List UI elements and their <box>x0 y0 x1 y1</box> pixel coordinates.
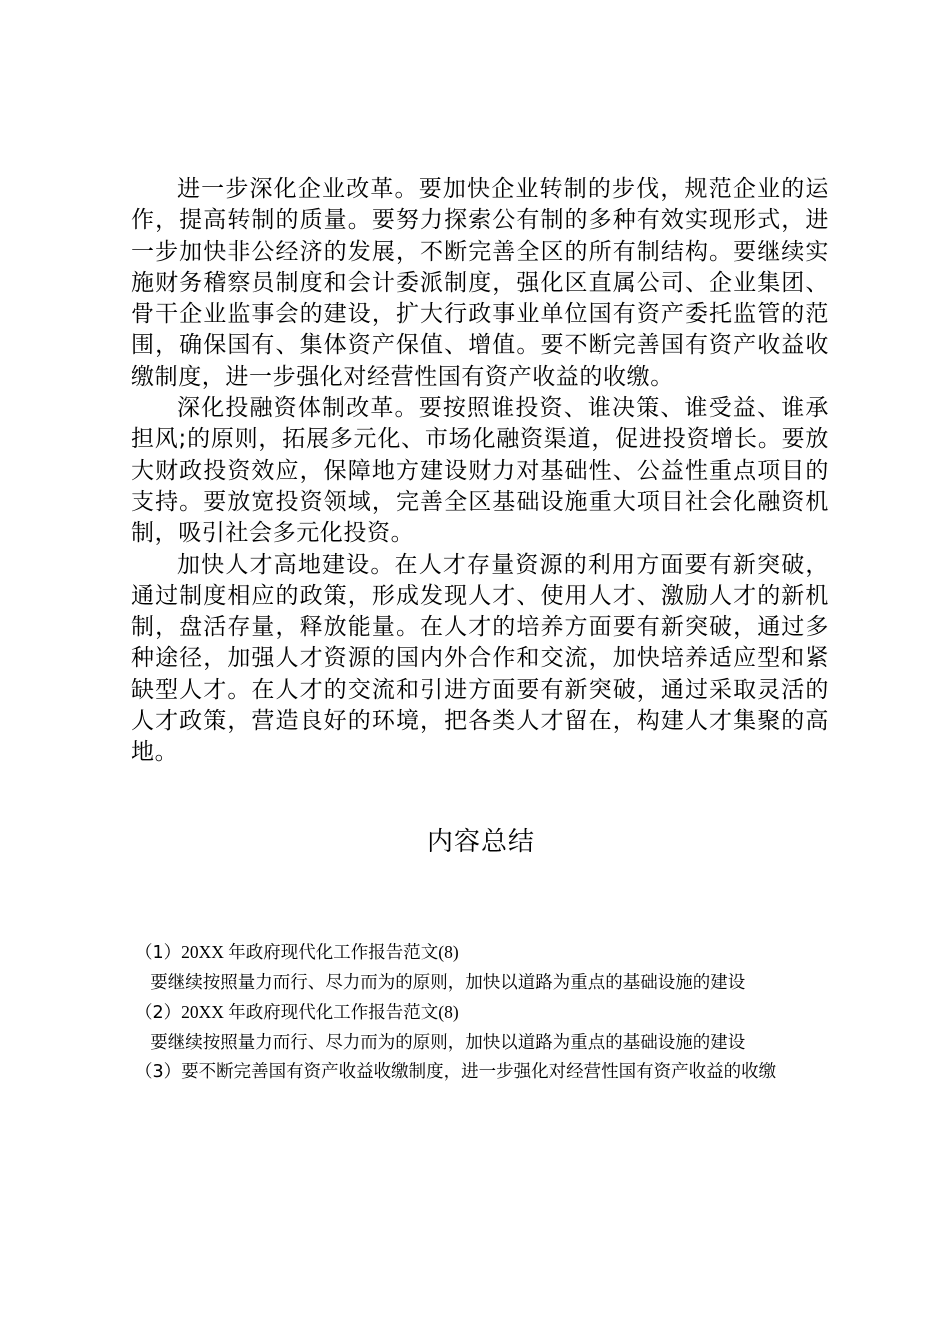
paragraph-talent-highland: 加快人才高地建设。在人才存量资源的利用方面要有新突破，通过制度相应的政策，形成发现人才、使用人才、激励人才的新机制，盘活存量，释放能量。在人才的培养方面要有新突破，通过多种途径，加强人才资源的国内外合作和交流，加快培养适应型和紧缺型人才。在人才的交流和引进方面要有新突破，通过采取灵活的人才政策，营造良好的环境，把各类人才留在，构建人才集聚的高地。 <box>131 551 829 766</box>
summary-item-2-title <box>131 998 829 1029</box>
summary-item-2-number: （2） <box>135 1003 182 1023</box>
summary-item-3-number: （3） <box>135 1062 182 1082</box>
body-text <box>131 174 829 769</box>
summary-item-1-title-text: 20XX 年政府现代化工作报告范文(8) <box>181 942 459 962</box>
paragraph-enterprise-reform: 进一步深化企业改革。要加快企业转制的步伐，规范企业的运作，提高转制的质量。要努力探索公有制的多种有效实现形式，进一步加快非公经济的发展，不断完善全区的所有制结构。要继续实施财务稽察员制度和会计委派制度，强化区直属公司、企业集团、骨干企业监事会的建设，扩大行政事业单位国有资产委托监管的范围，确保国有、集体资产保值、增值。要不断完善国有资产收益收缴制度，进一步强化对经营性国有资产收益的收缴。 <box>131 176 829 390</box>
summary-item-1-body: 要继续按照量力而行、尽力而为的原则，加快以道路为重点的基础设施的建设 <box>150 972 746 993</box>
summary-item-1-title <box>131 938 829 969</box>
paragraph-investment-reform: 深化投融资体制改革。要按照谁投资、谁决策、谁受益、谁承担风;的原则，拓展多元化、市场化融资渠道，促进投资增长。要放大财政投资效应，保障地方建设财力对基础性、公益性重点项目的支持。要放宽投资领域，完善全区基础设施重大项目社会化融资机制，吸引社会多元化投资。 <box>131 395 829 547</box>
summary-item-3 <box>131 1058 829 1088</box>
summary-list <box>131 938 829 1088</box>
summary-item-3-body: 要不断完善国有资产收益收缴制度，进一步强化对经营性国有资产收益的收缴 <box>181 1062 777 1082</box>
summary-item-1-number: （1） <box>135 943 182 963</box>
summary-item-2-title-text: 20XX 年政府现代化工作报告范文(8) <box>181 1002 459 1022</box>
summary-item-2-body: 要继续按照量力而行、尽力而为的原则，加快以道路为重点的基础设施的建设 <box>150 1032 746 1053</box>
summary-heading: 内容总结 <box>426 827 535 857</box>
